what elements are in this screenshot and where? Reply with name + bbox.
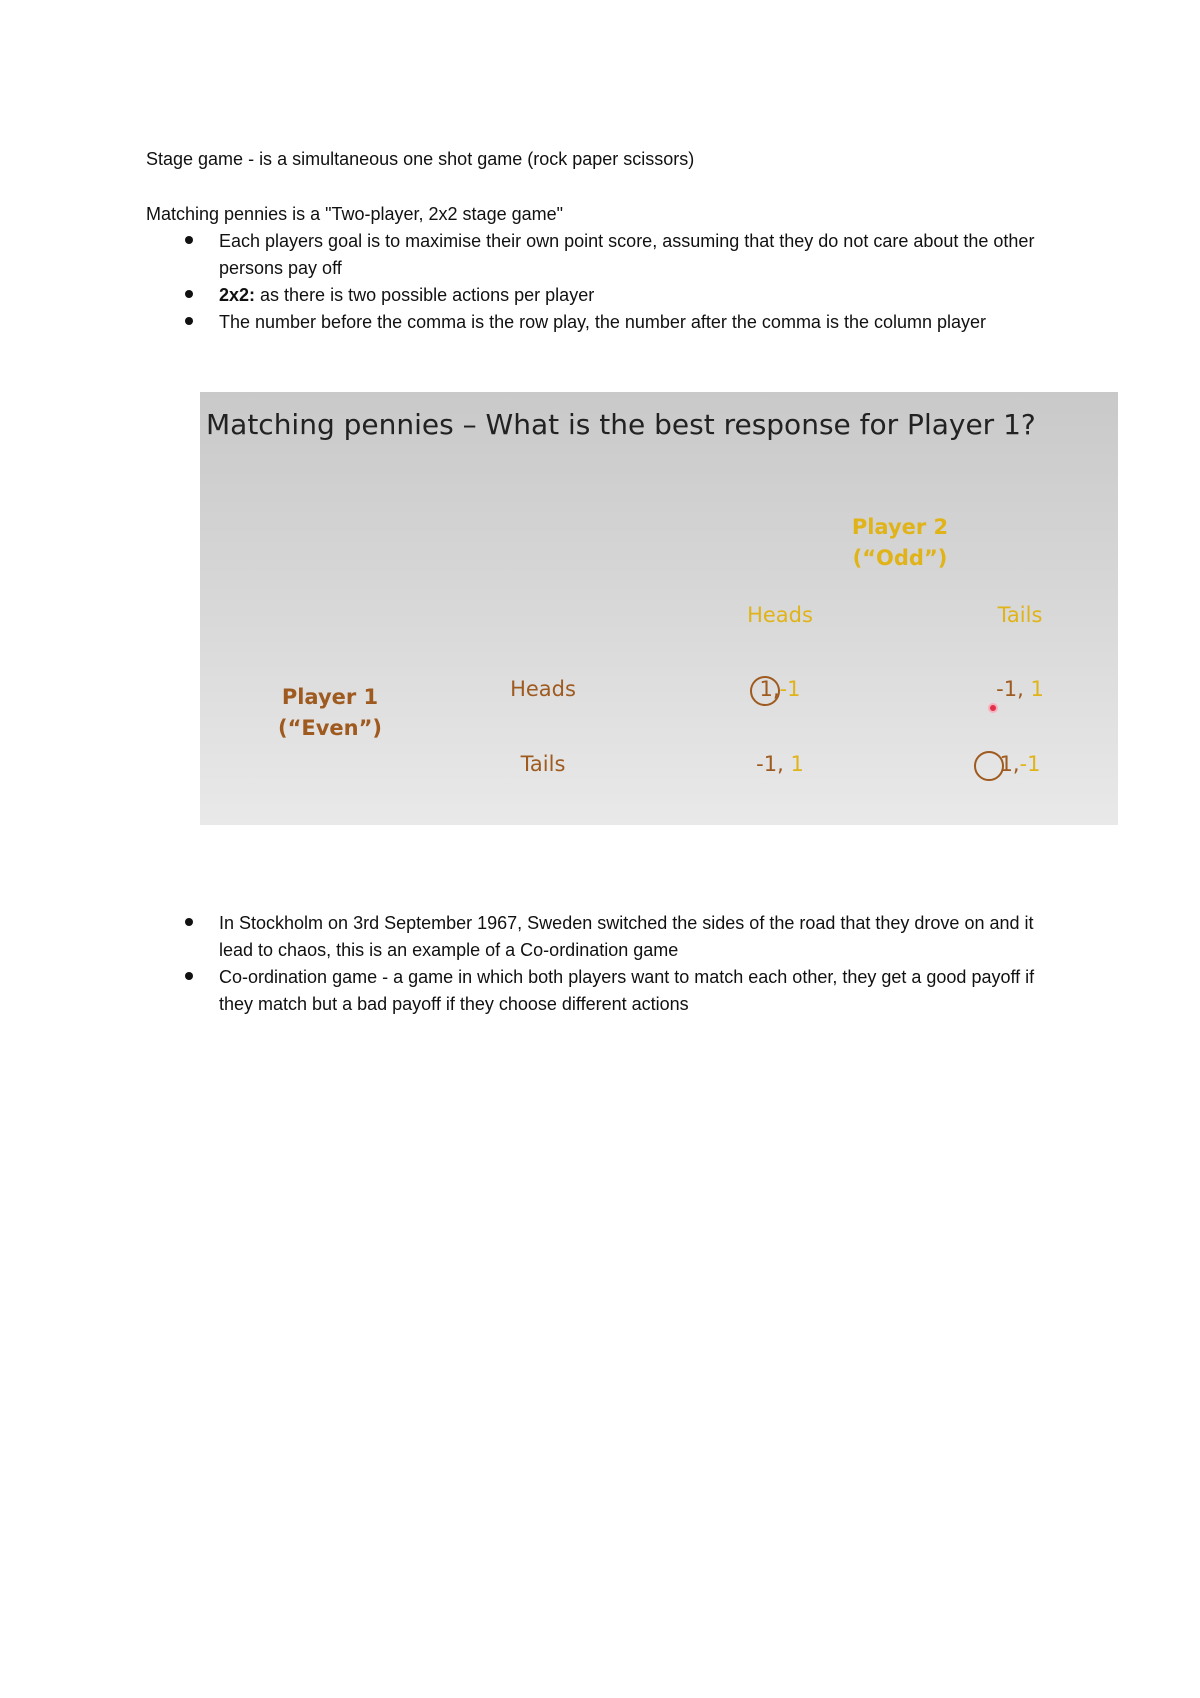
- player-1-role: (“Even”): [277, 716, 383, 740]
- payoff-p2: 1: [1030, 677, 1044, 701]
- bullet-icon: [185, 317, 193, 325]
- list-item: [146, 309, 1066, 336]
- list-item: [146, 282, 1066, 309]
- player-2-label: [820, 512, 980, 574]
- intro-line: Stage game - is a simultaneous one shot game (rock paper scissors): [146, 149, 695, 169]
- bullet-text: In Stockholm on 3rd September 1967, Sweden switched the sides of the road that they drove on and it lead to chaos, this is an example of a Co-ordination game: [219, 913, 1034, 960]
- player-1-label: [250, 682, 410, 744]
- bullet-text: Each players goal is to maximise their own point score, assuming that they do not care about the other persons pay off: [219, 231, 1035, 278]
- matching-pennies-slide: [200, 392, 1118, 825]
- payoff-separator: ,: [772, 677, 780, 701]
- bullet-list-bottom: [146, 910, 1066, 1018]
- payoff-separator: ,: [1017, 677, 1031, 701]
- cursor-marker-icon: [988, 703, 998, 713]
- list-item: [146, 910, 1066, 964]
- matching-pennies-heading: Matching pennies is a "Two-player, 2x2 stage game": [146, 204, 564, 224]
- bullet-icon: [185, 290, 193, 298]
- bullet-icon: [185, 972, 193, 980]
- payoff-p1: -1: [996, 677, 1018, 701]
- column-header-tails: Tails: [997, 603, 1043, 627]
- bullet-text: The number before the comma is the row play, the number after the comma is the column player: [219, 312, 987, 332]
- best-response-circle-icon: [974, 751, 1004, 781]
- payoff-p2: -1: [1019, 752, 1041, 776]
- bullet-lead: 2x2:: [219, 285, 256, 305]
- slide-title: Matching pennies – What is the best response for Player 1?: [206, 408, 1036, 441]
- row-header-heads: Heads: [510, 677, 576, 701]
- player-2-name: Player 2: [851, 515, 949, 539]
- payoff-p2: 1: [790, 752, 804, 776]
- payoff-tails-heads: [740, 752, 820, 776]
- player-2-role: (“Odd”): [852, 546, 948, 570]
- list-item: [146, 228, 1066, 282]
- list-item: [146, 964, 1066, 1018]
- payoff-p2: -1: [779, 677, 801, 701]
- bullet-list-top: [146, 228, 1066, 336]
- row-header-tails: Tails: [520, 752, 566, 776]
- payoff-separator: ,: [777, 752, 791, 776]
- payoff-p1: 1: [759, 677, 773, 701]
- column-header-heads: Heads: [747, 603, 813, 627]
- bullet-icon: [185, 236, 193, 244]
- payoff-p1: -1: [756, 752, 778, 776]
- bullet-text: as there is two possible actions per player: [255, 285, 595, 305]
- bullet-text: Co-ordination game - a game in which both players want to match each other, they get a good payoff if they match but a bad payoff if they choose different actions: [219, 967, 1035, 1014]
- payoff-heads-tails: [980, 677, 1060, 701]
- best-response-circle-icon: [750, 676, 780, 706]
- payoff-p1: 1: [999, 752, 1013, 776]
- payoff-separator: ,: [1012, 752, 1020, 776]
- bullet-icon: [185, 918, 193, 926]
- player-1-name: Player 1: [281, 685, 379, 709]
